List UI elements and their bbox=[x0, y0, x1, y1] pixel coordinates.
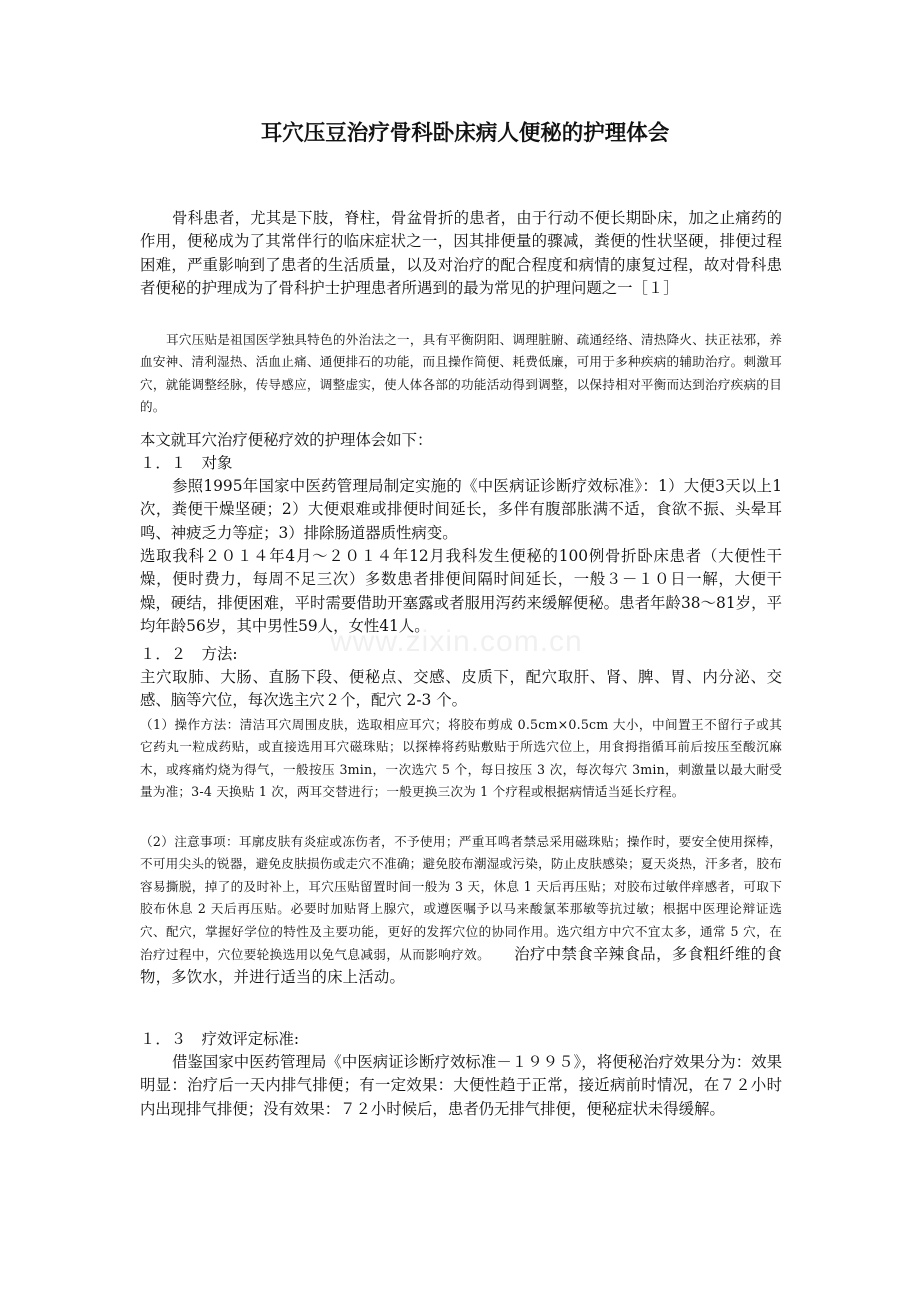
section-heading-1-3: １．３ 疗效评定标准: bbox=[140, 1030, 300, 1048]
section-1-3-evaluation-paragraph: 借鉴国家中医药管理局《中医病证诊断疗效标准－１９９５》，将便秘治疗效果分为：效果明显：治疗后一天内排气排便；有一定效果：大便性趋于正常，接近病前时情况，在７２小时内出现排气排便；没有效果：７２小时候后，患者仍无排气排便，便秘症状未得缓解。 bbox=[140, 1053, 782, 1118]
document-title: 耳穴压豆治疗骨科卧床病人便秘的护理体会 bbox=[260, 121, 670, 146]
precautions-paragraph bbox=[140, 831, 782, 990]
summary-line: 本文就耳穴治疗便秘疗效的护理体会如下： bbox=[140, 431, 433, 449]
section-heading-1-1: １．１ 对象 bbox=[140, 454, 233, 472]
watermark: www.zixin.com.cn bbox=[330, 625, 583, 658]
section-1-1-patients-paragraph: 选取我科２０１４年4月～２０１４年12月我科发生便秘的100例骨折卧床患者（大便性干燥，便时费力，每周不足三次）多数患者排便间隔时间延长，一般３－１０日一解，大便干燥，硬结，排便困难，平时需要借助开塞露或者服用泻药来缓解便秘。患者年龄38～81岁，平均年龄56岁，其中男性59人，女性41人。 bbox=[140, 547, 782, 635]
section-1-2-acupoints-paragraph: 主穴取肺、大肠、直肠下段、便秘点、交感、皮质下，配穴取肝、肾、脾、胃、内分泌、交感、脑等穴位，每次选主穴２个，配穴 2-3 个。 bbox=[140, 668, 782, 710]
intro-paragraph: 骨科患者，尤其是下肢，脊柱，骨盆骨折的患者，由于行动不便长期卧床，加之止痛药的作用，便秘成为了其常伴行的临床症状之一，因其排便量的骤减，粪便的性状坚硬，排便过程困难，严重影响到了患者的生活质量，以及对治疗的配合程度和病情的康复过程，故对骨科患者便秘的护理成为了骨科护士护理患者所遇到的最为常见的护理问题之一［１］ bbox=[140, 209, 782, 297]
precautions-text: （2）注意事项：耳廓皮肤有炎症或冻伤者，不予使用；严重耳鸣者禁忌采用磁珠贴；操作时，要安全使用探棒，不可用尖头的锐器，避免皮肤损伤或走穴不准确；避免胶布潮湿或污染，防止皮肤感染；夏天炎热，汗多者，胶布容易撕脱，掉了的及时补上，耳穴压贴留置时间一般为 3 天，休息 1 天后再压贴；对胶布过敏伴痒感者，可取下胶布休息 2 天后再压贴。必要时加贴肾上腺穴，或遵医嘱予以马来酸氯苯那敏等抗过敏；根据中医理论辩证选穴、配穴，掌握好学位的特性及主要功能，更好的发挥穴位的协同作用。选穴组方中穴不宜太多，通常 5 穴，在治疗过程中，穴位要轮换选用以免气息减弱，从而影响疗效。 bbox=[140, 834, 782, 963]
section-heading-1-2: １．２ 方法: bbox=[140, 645, 238, 663]
section-1-1-criteria-paragraph: 参照1995年国家中医药管理局制定实施的《中医病证诊断疗效标准》：1）大便3天以上1次，粪便干燥坚硬；2）大便艰难或排便时间延长，多伴有腹部胀满不适，食欲不振、头晕耳鸣、神疲乏力等症；3）排除肠道器质性病变。 bbox=[140, 477, 782, 542]
ear-acupressure-paragraph: 耳穴压贴是祖国医学独具特色的外治法之一，具有平衡阴阳、调理脏腑、疏通经络、清热降火、扶正祛邪，养血安神、清利湿热、活血止痛、通便排石的功能，而且操作简便、耗费低廉，可用于多种疾病的辅助治疗。刺激耳穴，就能调整经脉，传导感应，调整虚实，使人体各部的功能活动得到调整，以保持相对平衡而达到治疗疾病的目的。 bbox=[140, 332, 782, 415]
diet-advice-text: 治疗中禁食辛辣食品，多食粗纤维的食物，多饮水，并进行适当的床上活动。 bbox=[140, 945, 782, 987]
operation-method-paragraph: （1）操作方法：清洁耳穴周围皮肤，选取相应耳穴；将胶布剪成 0.5cm×0.5cm 大小，中间置王不留行子或其它药丸一粒成药贴，或直接选用耳穴磁珠贴；以探棒将药贴敷贴于所选穴位上，用食拇指循耳前后按压至酸沉麻木，或疼痛灼烧为得气，一般按压 3min，一次选穴 5 个，每日按压 3 次，每次每穴 3min，刺激量以最大耐受量为准；3-4 天换贴 1 次，两耳交替进行；一般更换三次为 1 个疗程或根据病情适当延长疗程。 bbox=[140, 717, 782, 800]
